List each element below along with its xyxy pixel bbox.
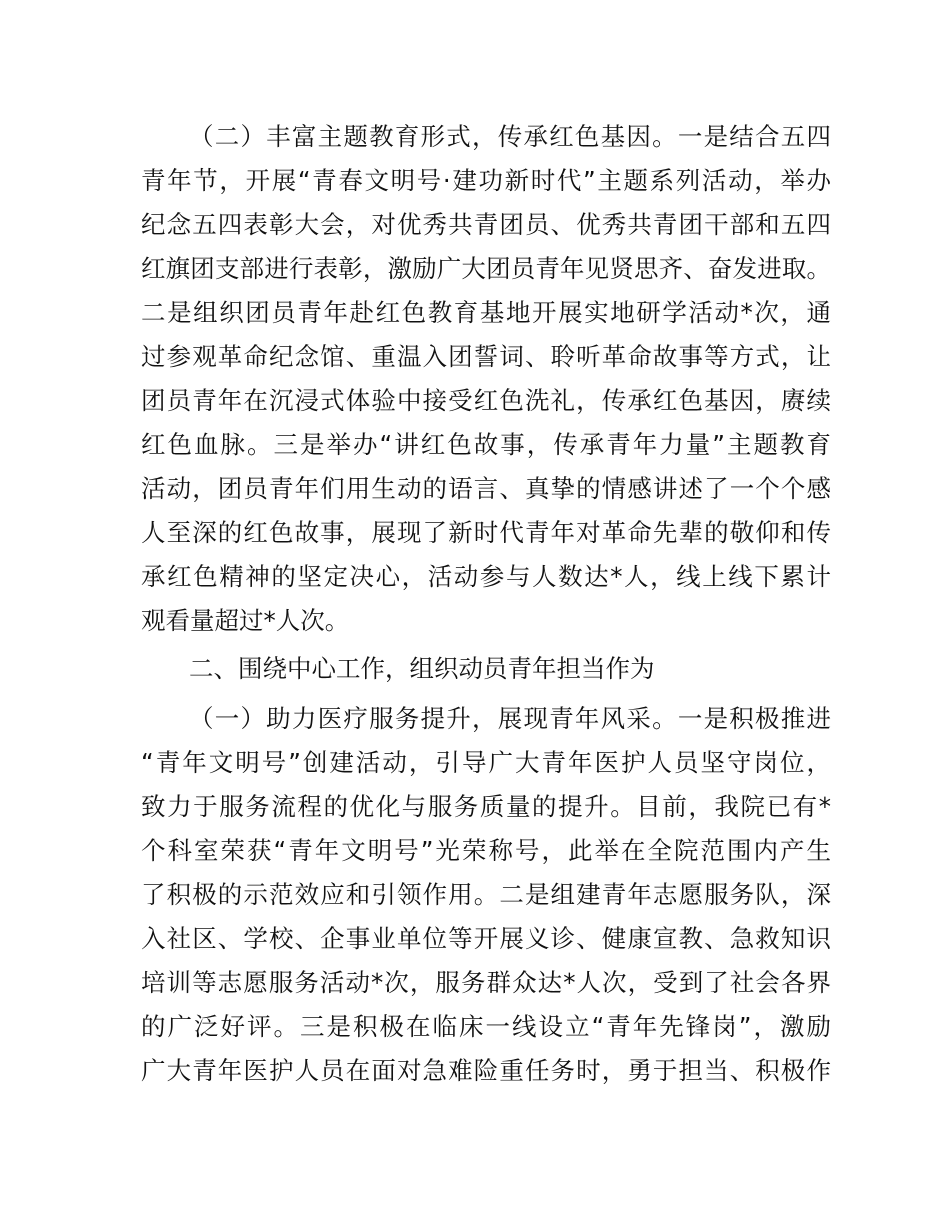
paragraph-line: 团员青年在沉浸式体验中接受红色洗礼，传承红色基因，赓续 xyxy=(141,386,831,415)
paragraph-line: 培训等志愿服务活动*次，服务群众达*人次，受到了社会各界 xyxy=(141,968,831,997)
paragraph-line: 人至深的红色故事，展现了新时代青年对革命先辈的敬仰和传 xyxy=(141,518,831,547)
paragraph-line: 广大青年医护人员在面对急难险重任务时，勇于担当、积极作 xyxy=(141,1056,831,1085)
section-heading: 二、围绕中心工作，组织动员青年担当作为 xyxy=(189,654,655,683)
paragraph-line: 纪念五四表彰大会，对优秀共青团员、优秀共青团干部和五四 xyxy=(141,210,831,239)
paragraph-heading-line: （二）丰富主题教育形式，传承红色基因。一是结合五四 xyxy=(189,122,831,151)
paragraph-line: 了积极的示范效应和引领作用。二是组建青年志愿服务队，深 xyxy=(141,880,831,909)
paragraph-last-line: 观看量超过*人次。 xyxy=(141,606,350,635)
paragraph-line: 过参观革命纪念馆、重温入团誓词、聆听革命故事等方式，让 xyxy=(141,342,831,371)
paragraph-line: 活动，团员青年们用生动的语言、真挚的情感讲述了一个个感 xyxy=(141,474,831,503)
paragraph-line: 红旗团支部进行表彰，激励广大团员青年见贤思齐、奋发进取。 xyxy=(141,254,831,283)
paragraph-heading-line: （一）助力医疗服务提升，展现青年风采。一是积极推进 xyxy=(189,704,831,733)
paragraph-line: 青年节，开展“青春文明号·建功新时代”主题系列活动，举办 xyxy=(141,166,831,195)
paragraph-line: 承红色精神的坚定决心，活动参与人数达*人，线上线下累计 xyxy=(141,562,831,591)
paragraph-line: 红色血脉。三是举办“讲红色故事，传承青年力量”主题教育 xyxy=(141,430,831,459)
paragraph-line: “青年文明号”创建活动，引导广大青年医护人员坚守岗位， xyxy=(141,748,831,777)
paragraph-line: 的广泛好评。三是积极在临床一线设立“青年先锋岗”，激励 xyxy=(141,1012,831,1041)
paragraph-line: 个科室荣获“青年文明号”光荣称号，此举在全院范围内产生 xyxy=(141,836,831,865)
paragraph-line: 二是组织团员青年赴红色教育基地开展实地研学活动*次，通 xyxy=(141,298,831,327)
paragraph-line: 致力于服务流程的优化与服务质量的提升。目前，我院已有* xyxy=(141,792,831,821)
paragraph-line: 入社区、学校、企事业单位等开展义诊、健康宣教、急救知识 xyxy=(141,924,831,953)
